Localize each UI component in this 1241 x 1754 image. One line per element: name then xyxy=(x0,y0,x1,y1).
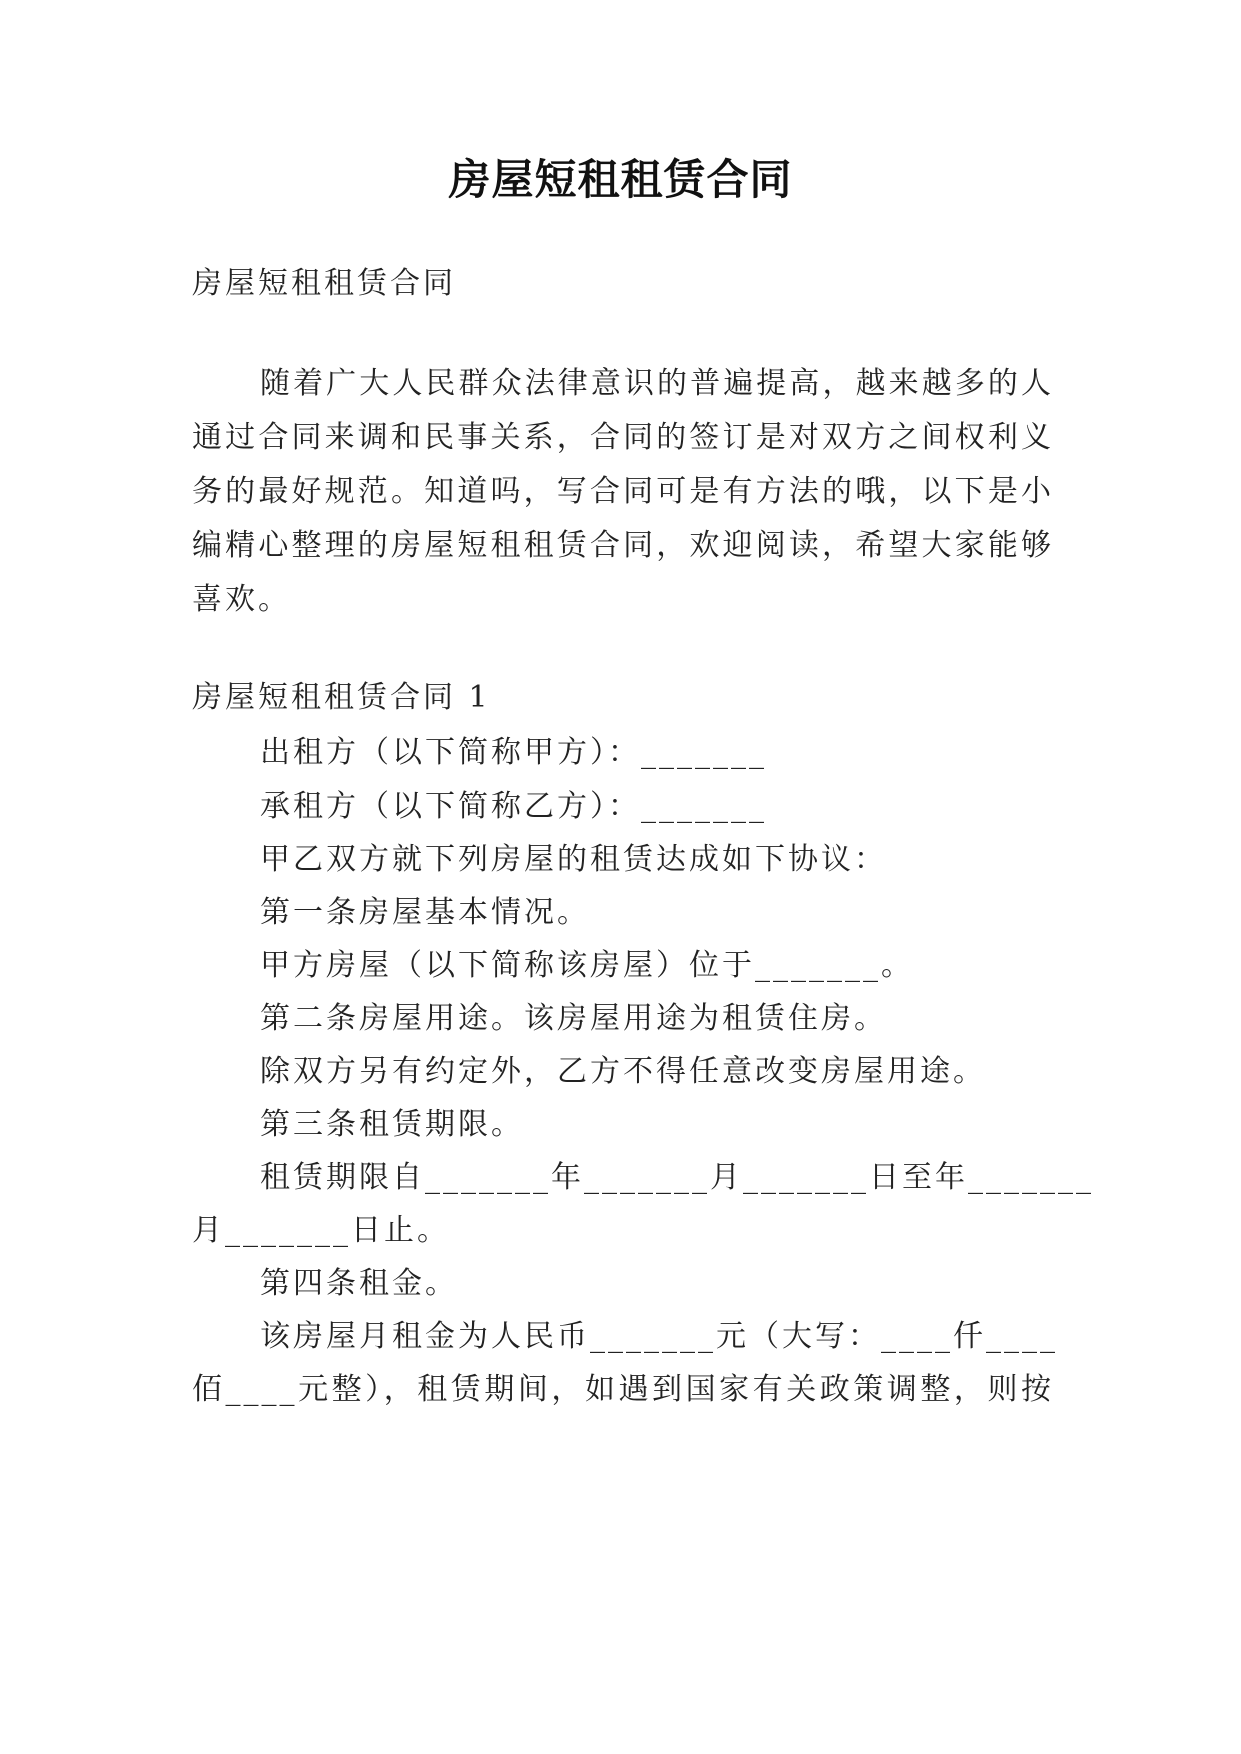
clause-line: 第一条房屋基本情况。 xyxy=(260,895,590,930)
intro-line: 通过合同来调和民事关系，合同的签订是对双方之间权利义 xyxy=(192,420,1054,455)
intro-line: 喜欢。 xyxy=(192,582,291,617)
intro-line: 编精心整理的房屋短租租赁合同，欢迎阅读，希望大家能够 xyxy=(192,528,1054,563)
clause-line: 佰____元整），租赁期间，如遇到国家有关政策调整，则按 xyxy=(192,1372,1054,1407)
clause-line: 该房屋月租金为人民币_______元（大写：____仟____ xyxy=(260,1319,1058,1354)
intro-line: 务的最好规范。知道吗，写合同可是有方法的哦，以下是小 xyxy=(192,474,1054,509)
intro-line: 随着广大人民群众法律意识的普遍提高，越来越多的人 xyxy=(260,366,1054,401)
clause-line: 出租方（以下简称甲方）：_______ xyxy=(260,735,767,770)
clause-line: 月_______日止。 xyxy=(192,1213,450,1248)
clause-line: 第四条租金。 xyxy=(260,1266,458,1301)
clause-line: 第二条房屋用途。该房屋用途为租赁住房。 xyxy=(260,1001,887,1036)
clause-line: 甲乙双方就下列房屋的租赁达成如下协议： xyxy=(260,842,887,877)
clause-line: 除双方另有约定外，乙方不得任意改变房屋用途。 xyxy=(260,1054,986,1089)
section-heading: 房屋短租租赁合同 1 xyxy=(192,680,491,715)
document-title: 房屋短租租赁合同 xyxy=(448,155,793,204)
clause-line: 承租方（以下简称乙方）：_______ xyxy=(260,789,767,824)
clause-line: 租赁期限自_______年_______月_______日至年_______ xyxy=(260,1160,1094,1195)
document-subtitle: 房屋短租租赁合同 xyxy=(192,266,456,301)
clause-line: 甲方房屋（以下简称该房屋）位于_______。 xyxy=(260,948,914,983)
clause-line: 第三条租赁期限。 xyxy=(260,1107,524,1142)
